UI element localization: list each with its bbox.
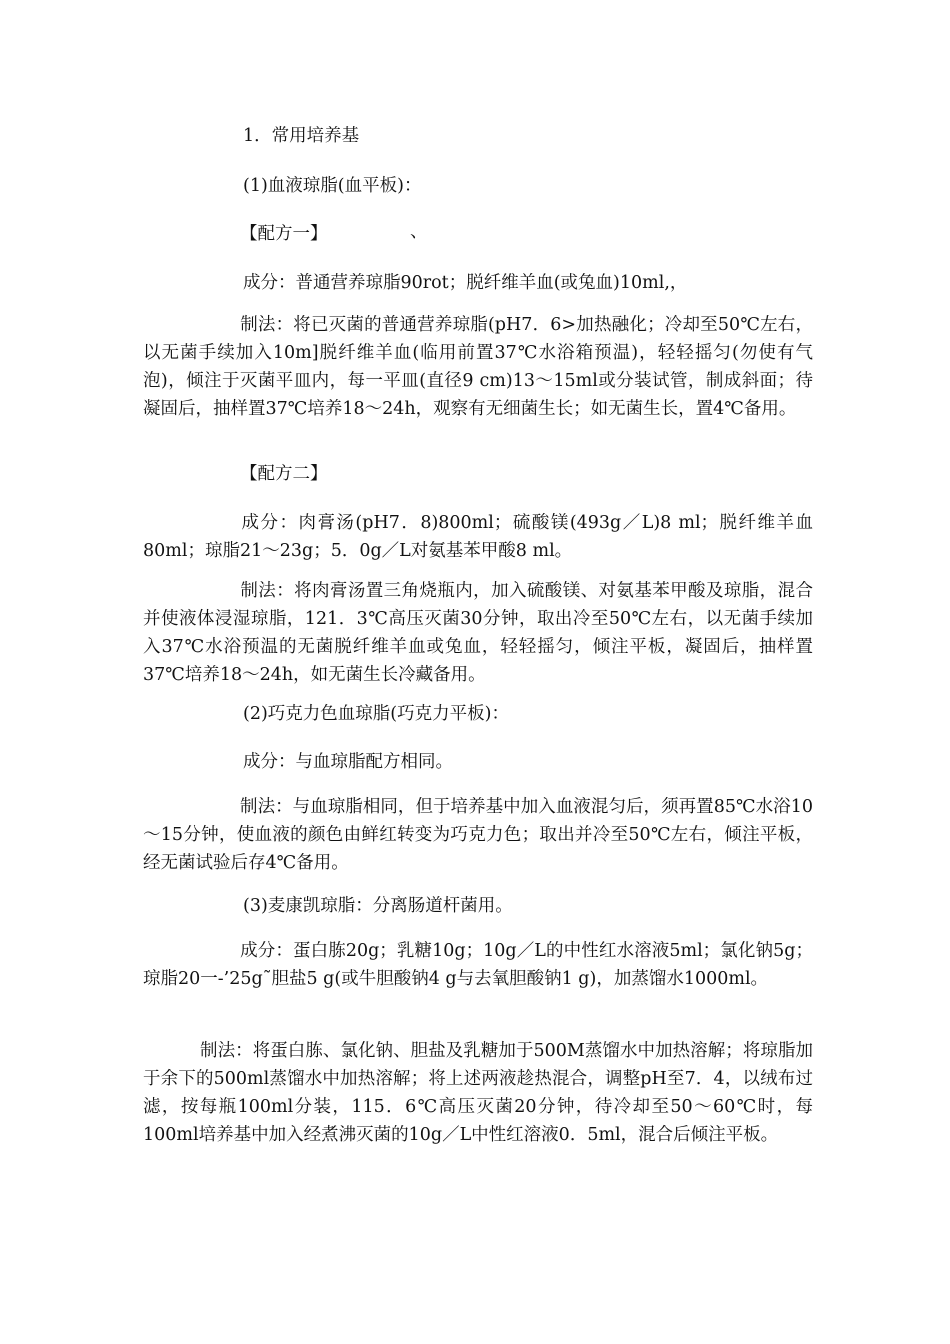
section2-method: [143, 793, 813, 877]
section3-ingredients-text: 成分：蛋白胨20g；乳糖10g；10g／L的中性红水溶液5ml；氯化钠5g；琼脂20一-’25g˜胆盐5 g(或牛胆酸钠4 g与去氧胆酸钠1 g)，加蒸馏水1000ml。: [143, 941, 813, 989]
formula2-ingredients-text: 成分：肉膏汤(pH7．8)800ml；硫酸镁(493g／L)8 ml；脱纤维羊血80ml；琼脂21～23g；5．0g／L对氨基苯甲酸8 ml。: [143, 513, 813, 561]
formula1-method: [143, 311, 813, 423]
formula1-method-text: 制法：将已灭菌的普通营养琼脂(pH7．6>加热融化；冷却至50℃左右，以无菌手续加入10m]脱纤维羊血(临用前置37℃水浴箱预温)，轻轻摇匀(勿使有气泡)，倾注于灭菌平皿内，每一平皿(直径9 cm)13～15ml或分装试管，制成斜面；待凝固后，抽样置37℃培养18～24h，观察有无细菌生长；如无菌生长，置4℃备用。: [143, 315, 813, 419]
section2-title: (2)巧克力色血琼脂(巧克力平板)：: [243, 704, 509, 724]
formula2-method-text: 制法：将肉膏汤置三角烧瓶内，加入硫酸镁、对氨基苯甲酸及琼脂，混合并使液体浸湿琼脂，121．3℃高压灭菌30分钟，取出冷至50℃左右，以无菌手续加入37℃水浴预温的无菌脱纤维羊血或兔血，轻轻摇匀，倾注平板，凝固后，抽样置37℃培养18～24h，如无菌生长冷藏备用。: [143, 581, 813, 685]
section2-ingredients: 成分：与血琼脂配方相同。: [243, 752, 453, 772]
formula2-method: [143, 577, 813, 689]
section2-method-text: 制法：与血琼脂相同，但于培养基中加入血液混匀后，须再置85℃水浴10～15分钟，使血液的颜色由鲜红转变为巧克力色；取出并冷至50℃左右，倾注平板，经无菌试验后存4℃备用。: [143, 797, 813, 873]
section3-ingredients: [143, 937, 813, 993]
formula1-ingredients: 成分：普通营养琼脂90rot；脱纤维羊血(或兔血)10ml,，: [243, 273, 688, 293]
formula1-mark: 、: [410, 222, 428, 242]
section3-method: [143, 1037, 813, 1149]
formula1-title: 【配方一】: [240, 224, 328, 244]
formula2-ingredients: [143, 509, 813, 565]
section3-title: (3)麦康凯琼脂：分离肠道杆菌用。: [243, 896, 513, 916]
section1-title: (1)血液琼脂(血平板)：: [243, 176, 422, 196]
heading: 1．常用培养基: [243, 126, 360, 146]
formula2-title: 【配方二】: [240, 464, 328, 484]
section3-method-text: 制法：将蛋白胨、氯化钠、胆盐及乳糖加于500M蒸馏水中加热溶解；将琼脂加于余下的500ml蒸馏水中加热溶解；将上述两液趁热混合，调整pH至7．4，以绒布过滤，按每瓶100ml分装，115．6℃高压灭菌20分钟，待冷却至50～60℃时，每100ml培养基中加入经煮沸灭菌的10g／L中性红溶液0．5ml，混合后倾注平板。: [143, 1041, 813, 1145]
